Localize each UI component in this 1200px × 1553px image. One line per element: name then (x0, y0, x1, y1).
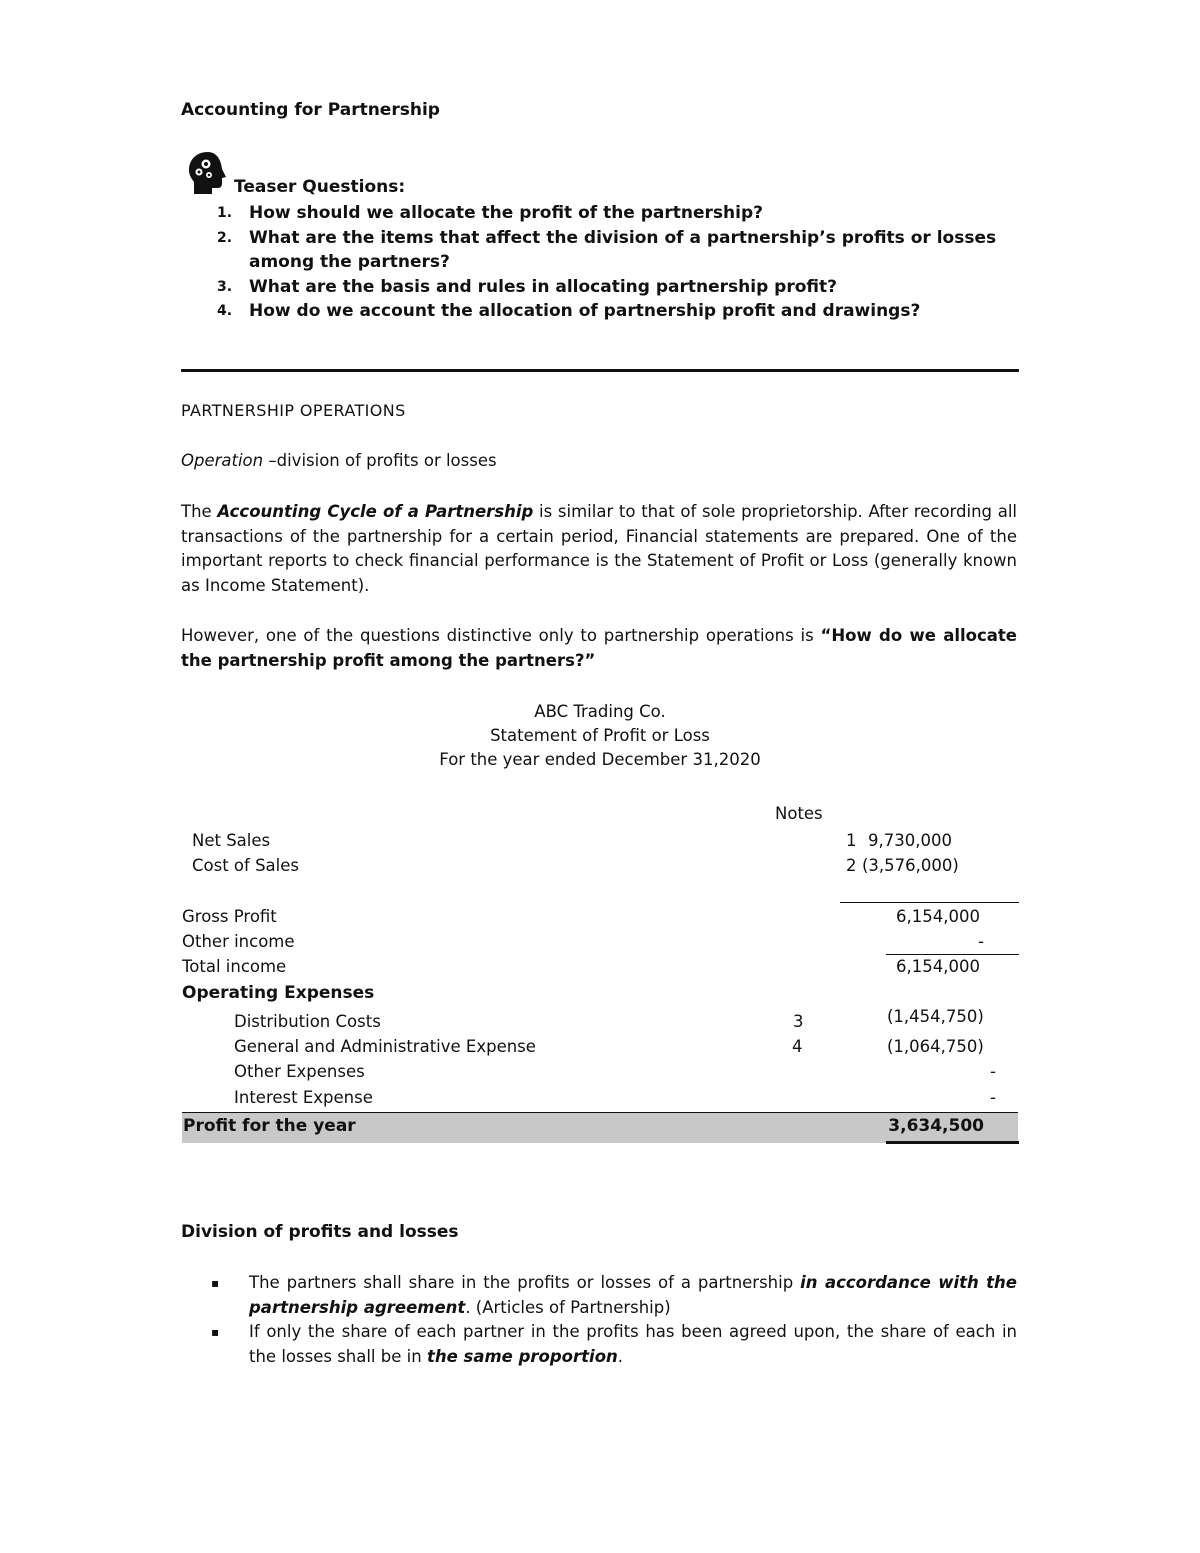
distribution-costs-label: Distribution Costs (234, 1012, 381, 1031)
head-gears-icon (186, 150, 230, 196)
statement-title: Statement of Profit or Loss (490, 726, 710, 745)
division-bullets (181, 1271, 1017, 1369)
list-item: ▪ The partners shall share in the profits or losses of a partnership in accordance with the partnership agreement. (Articles of Partnership) (211, 1273, 1017, 1317)
list-item: ▪ If only the share of each partner in the profits has been agreed upon, the share of each in the losses shall be in the same proportion. (211, 1322, 1017, 1366)
net-sales-label: Net Sales (192, 831, 271, 850)
statement-period: For the year ended December 31,2020 (439, 750, 761, 769)
total-income-amount: 6,154,000 (896, 957, 980, 976)
other-income-label: Other income (182, 932, 295, 951)
other-expenses-amount: - (990, 1062, 996, 1081)
teaser-heading: Teaser Questions: (234, 177, 406, 197)
cost-of-sales-amount: (3,576,000) (862, 856, 959, 875)
division-heading: Division of profits and losses (181, 1222, 459, 1242)
interest-expense-amount: - (990, 1088, 996, 1107)
profit-double-rule (886, 1141, 1019, 1144)
gen-admin-amount: (1,064,750) (887, 1037, 984, 1056)
company-name: ABC Trading Co. (534, 702, 666, 721)
other-income-amount: - (978, 932, 984, 951)
interest-expense-label: Interest Expense (234, 1088, 373, 1107)
total-income-label: Total income (182, 957, 287, 976)
net-sales-amount: 9,730,000 (868, 831, 952, 850)
gen-admin-note: 4 (792, 1037, 803, 1056)
document-title: Accounting for Partnership (181, 100, 440, 120)
operating-expenses-heading: Operating Expenses (182, 983, 375, 1003)
profit-amount: 3,634,500 (888, 1116, 984, 1136)
paragraph-question: However, one of the questions distinctive only to partnership operations is “How do we allocate the partnership profit among the partners?” (181, 626, 1017, 670)
gross-profit-label: Gross Profit (182, 907, 277, 926)
statement-header (300, 700, 900, 772)
section-divider (181, 369, 1019, 372)
gross-profit-amount: 6,154,000 (896, 907, 980, 926)
profit-label: Profit for the year (183, 1116, 356, 1136)
total-income-rule (886, 954, 1019, 955)
gross-profit-rule (840, 902, 1019, 903)
cost-of-sales-label: Cost of Sales (192, 856, 299, 875)
gen-admin-label: General and Administrative Expense (234, 1037, 536, 1056)
cost-of-sales-note: 2 (846, 856, 857, 875)
other-expenses-label: Other Expenses (234, 1062, 365, 1081)
teaser-item: 3. What are the basis and rules in allocating partnership profit? (217, 276, 837, 297)
teaser-item: 1. How should we allocate the profit of the partnership? (217, 203, 764, 223)
distribution-costs-amount: (1,454,750) (887, 1007, 984, 1026)
net-sales-note: 1 (846, 831, 857, 850)
teaser-item: 4. How do we account the allocation of partnership profit and drawings? (217, 301, 921, 321)
paragraph-accounting-cycle: The Accounting Cycle of a Partnership is similar to that of sole proprietorship. After recording all transactions of the partnership for a certain period, Financial statements are prepared. One of the important reports to check financial performance is the Statement of Profit or Loss (generally known as Income Statement). (181, 502, 1017, 595)
notes-header: Notes (775, 804, 823, 823)
teaser-list (181, 201, 1021, 324)
distribution-costs-note: 3 (793, 1012, 804, 1031)
section-heading: PARTNERSHIP OPERATIONS (181, 401, 406, 420)
definition: Operation –division of profits or losses (181, 451, 497, 470)
teaser-item: 2. What are the items that affect the division of a partnership’s profits or losses among the partners? (217, 227, 997, 272)
